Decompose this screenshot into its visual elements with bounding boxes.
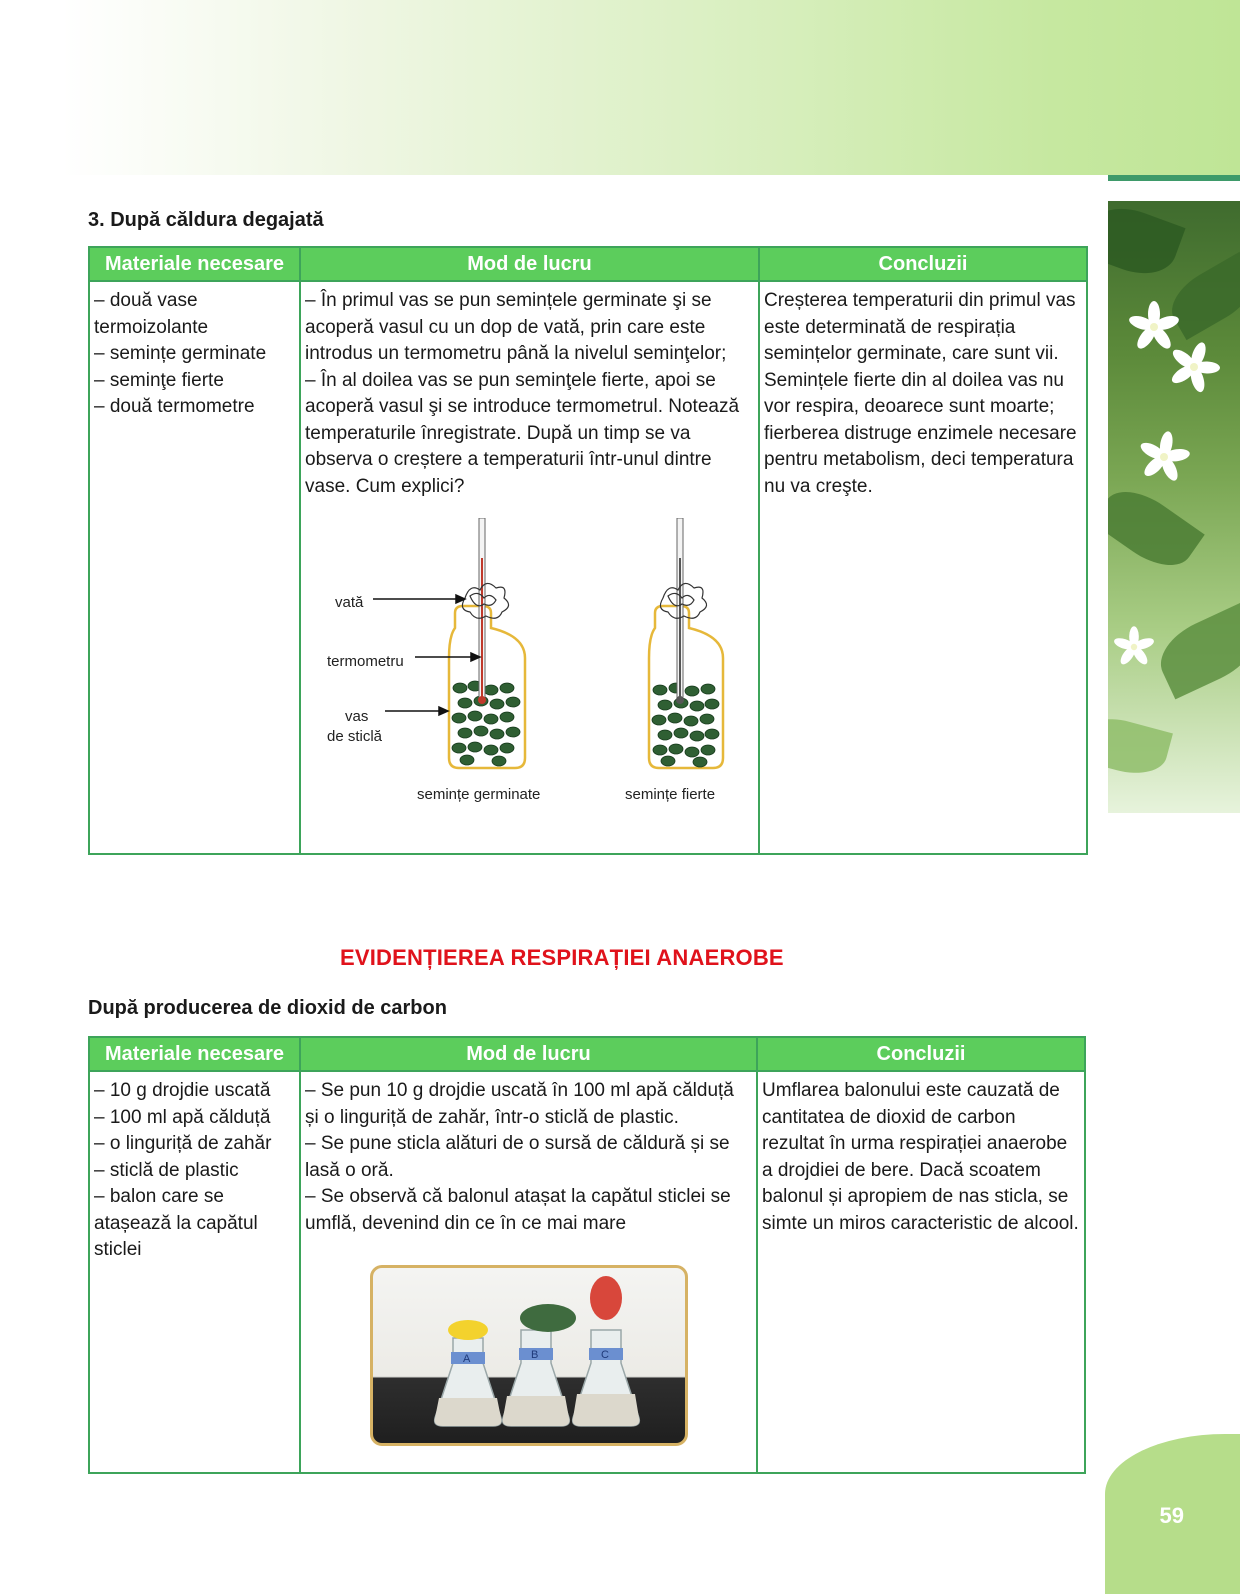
banner-stripe <box>1108 175 1240 181</box>
conclusion-paragraph: Semințele fierte din al doilea vas nu vor respira, deoarece sunt moarte; fierberea distruge enzimele necesare pentru metabolism, deci temperatura nu va creşte. <box>764 369 1077 497</box>
caption-boiled: semințe fierte <box>625 786 716 803</box>
section2-title: EVIDENȚIEREA RESPIRAȚIEI ANAEROBE <box>340 945 784 970</box>
materials-cell <box>89 1071 300 1473</box>
flower-2 <box>1168 341 1220 393</box>
material-item: – două vase termoizolante <box>94 290 209 338</box>
conclusion-paragraph: Umflarea balonului este cauzată de cantitatea de dioxid de carbon rezultat în urma respirației anaerobe a drojdiei de bere. Dacă scoatem balonul și apropiem de nas sticla, se simte un miros caracteristic de alcool. <box>762 1080 1079 1234</box>
label-vessel-line2: de sticlă <box>327 728 383 745</box>
header-materials: Materiale necesare <box>89 1037 300 1071</box>
header-procedure: Mod de lucru <box>300 1037 757 1071</box>
header-procedure: Mod de lucru <box>300 247 759 281</box>
caption-germinated: semințe germinate <box>417 786 541 803</box>
flasks-illustration <box>373 1268 685 1443</box>
thermometer-figure <box>305 518 754 828</box>
label-vessel-line1: vas <box>345 708 369 725</box>
conclusions-cell <box>759 281 1087 854</box>
header-materials: Materiale necesare <box>89 247 300 281</box>
boiled-seeds <box>652 683 719 767</box>
flask-b <box>503 1304 576 1426</box>
yeast-experiment-photo <box>370 1265 688 1446</box>
header-conclusions: Concluzii <box>759 247 1087 281</box>
procedure-cell <box>300 281 759 854</box>
cotton-plugs <box>462 583 706 618</box>
material-item: – o linguriță de zahăr <box>94 1133 272 1154</box>
material-item: – semințe germinate <box>94 343 267 364</box>
conclusion-paragraph: Creșterea temperaturii din primul vas este determinată de respirația semințelor germinate, care sunt vii. <box>764 290 1076 364</box>
thermometer-2 <box>676 518 684 704</box>
section2-heading: După producerea de dioxid de carbon <box>88 997 447 1019</box>
procedure-step: – Se pun 10 g drojdie uscată în 100 ml apă călduță și o linguriță de zahăr, într-o sticlă de plastic. <box>305 1080 734 1128</box>
material-item: – balon care se atașează la capătul sticlei <box>94 1186 258 1260</box>
conclusions-cell <box>757 1071 1085 1473</box>
label-cotton: vată <box>335 594 364 611</box>
procedure-step: – Se pune sticla alături de o sursă de căldură și se lasă o oră. <box>305 1133 730 1181</box>
flask-a-label: A <box>463 1353 471 1365</box>
flower-3 <box>1138 431 1190 483</box>
flask-c <box>573 1276 640 1426</box>
flask-b-label: B <box>531 1349 539 1361</box>
materials-cell <box>89 281 300 854</box>
page-number: 59 <box>1159 1503 1184 1528</box>
procedure-step: – În primul vas se pun semințele germinate şi se acoperă vasul cu un dop de vată, prin care este introdus un termometru până la nivelul seminţelor; <box>305 290 727 364</box>
material-item: – sticlă de plastic <box>94 1159 239 1181</box>
material-item: – seminţe fierte <box>94 369 224 391</box>
flower-4 <box>1113 626 1155 668</box>
thermometer-1 <box>478 518 486 704</box>
header-conclusions: Concluzii <box>757 1037 1085 1071</box>
section1-heading: 3. După căldura degajată <box>88 209 324 231</box>
germinated-seeds <box>452 681 520 766</box>
flask-c-label: C <box>601 1349 609 1361</box>
section1-table <box>88 246 1088 855</box>
procedure-step: – Se observă că balonul atașat la capătul sticlei se umflă, devenind din ce în ce mai mare <box>305 1186 731 1234</box>
material-item: – 10 g drojdie uscată <box>94 1080 271 1101</box>
material-item: – două termometre <box>94 396 255 417</box>
top-banner <box>0 0 1240 175</box>
flask-a <box>435 1320 502 1426</box>
material-item: – 100 ml apă călduță <box>94 1106 271 1128</box>
procedure-step: – În al doilea vas se pun seminţele fierte, apoi se acoperă vasul şi se introduce termometrul. Notează temperaturile înregistrate. După un timp se va observa o creștere a temperaturii într-unul dintre vase. Cum explici? <box>305 369 740 497</box>
label-thermometer: termometru <box>327 653 404 670</box>
jasmine-flower-photo <box>1108 201 1240 813</box>
